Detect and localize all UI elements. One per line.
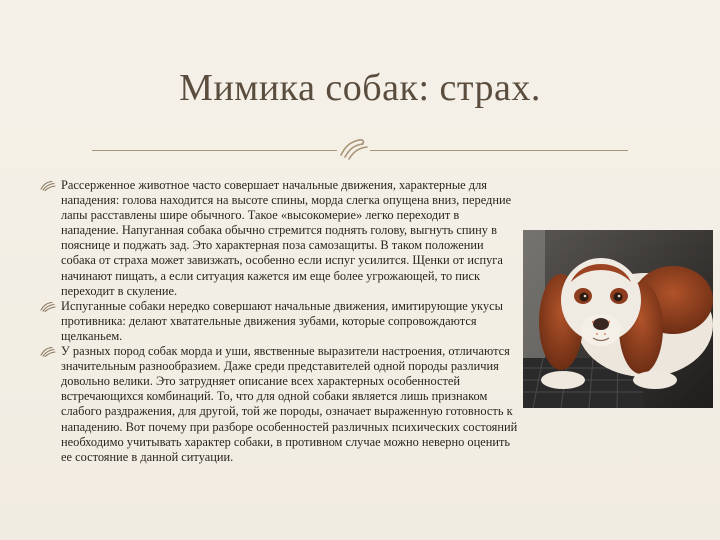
dog-illustration — [523, 230, 713, 408]
bullet-list — [40, 178, 520, 465]
slide-title: Мимика собак: страх. — [179, 67, 541, 109]
list-item — [40, 299, 520, 344]
title-divider-left — [92, 150, 337, 151]
list-item — [40, 178, 520, 299]
scroll-bullet-icon — [40, 180, 56, 191]
scroll-bullet-icon — [40, 301, 56, 312]
bullet-text: У разных пород собак морда и уши, явственные выразители настроения, отличаются значительным разнообразием. Даже среди представителей одной породы различия довольно велики. Это затрудняет описание всех характерных особенностей встречающихся комбинаций. То, что для одной собаки является лишь признаком слабого раздражения, для другой, той же породы, означает выраженную готовность к нападению. Вот почему при разборе особенностей различных психических состояний необходимо учитывать характер собаки, в противном случае можно неверно оценить ее состояние в данной ситуации. — [61, 344, 518, 464]
title-divider-right — [370, 150, 628, 151]
scroll-ornament-icon — [337, 136, 371, 162]
bullet-text: Испуганные собаки нередко совершают начальные движения, имитирующие укусы противника: делают хватательные движения зубами, которые сопровождаются щелканьем. — [61, 298, 503, 343]
dog-photo — [523, 230, 713, 408]
list-item — [40, 344, 520, 465]
bullet-text: Рассерженное животное часто совершает начальные движения, характерные для нападения: голова находится на высоте спины, морда слегка опущена вниз, передние лапы расставлены шире обычного. Такое «высокомерие» легко переходит в нападение. Напуганная собака обычно стремится поднять голову, выгнуть спину в пояснице и поджать зад. Это характерная поза самозащиты. В таком положении собака от страха может завизжать, особенно если испуг усилится. Щенки от испуга начинают пищать, а если ситуация кажется им еще более угрожающей, то писк переходит в скуление. — [61, 178, 512, 298]
scroll-bullet-icon — [40, 346, 56, 357]
